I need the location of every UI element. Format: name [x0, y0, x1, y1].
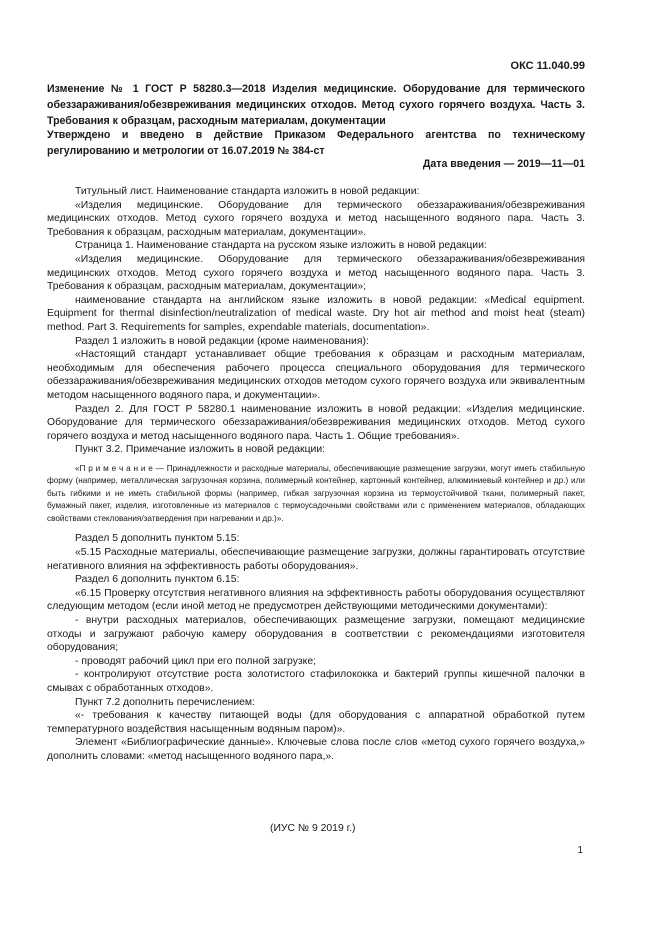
publication-reference: (ИУС № 9 2019 г.)	[270, 823, 356, 834]
paragraph: - проводят рабочий цикл при его полной загрузке;	[75, 655, 316, 667]
paragraph: «6.15 Проверку отсутствия негативного влияния на эффективность работы оборудования осуществляют следующим методом (если иной метод не предусмотрен действующими методическими документами):	[47, 587, 585, 613]
paragraph: Страница 1. Наименование стандарта на русском языке изложить в новой редакции:	[75, 240, 487, 252]
approval-statement: Утверждено и введено в действие Приказом Федерального агентства по техническому регулированию и метрологии от 16.07.2019 № 384-ст	[47, 129, 585, 157]
paragraph: Титульный лист. Наименование стандарта изложить в новой редакции:	[75, 186, 420, 197]
effective-date: Дата введения — 2019—11—01	[422, 158, 585, 170]
paragraph: «Настоящий стандарт устанавливает общие требования к образцам и расходным материалам, необходимым для обеспечения рабочего процесса специального оборудования для термического обеззараживания/обезвреживания медицинских отходов методом сухого горячего воздуха или эквивалентным методом насыщенного водяного пара, и документации».	[47, 349, 585, 401]
paragraph: «5.15 Расходные материалы, обеспечивающие размещение загрузки, должны гарантировать отсутствие негативного влияния на эффективность работы оборудования».	[47, 546, 585, 572]
paragraph: Раздел 2. Для ГОСТ Р 58280.1 наименование изложить в новой редакции: «Изделия медицинские. Оборудование для термического обеззараживания/обезвреживания медицинских отходов. Метод сухого горячего воздуха и метод насыщенного водяного пара. Часть 1. Общие требования».	[47, 403, 585, 442]
paragraph: «- требования к качеству питающей воды (для оборудования с аппаратной обработкой путем температурного воздействия насыщенным водяным паром)».	[47, 710, 585, 735]
paragraph: Пункт 7.2 дополнить перечислением:	[75, 696, 255, 708]
paragraph: «Изделия медицинские. Оборудование для термического обеззараживания/обезвреживания медицинских отходов. Метод сухого горячего воздуха и метод насыщенного водяного пара. Часть 3. Требования к образцам, расходным материалам, документации».	[47, 199, 585, 238]
amendment-title: Изменение № 1 ГОСТ Р 58280.3—2018 Изделия медицинские. Оборудование для термического обеззараживания/обезвреживания медицинских отходов. Метод сухого горячего воздуха. Часть 3. Требования к образцам, расходным материалам, документации	[47, 83, 585, 127]
document-body	[47, 185, 585, 763]
page-number: 1	[577, 845, 583, 856]
paragraph: - контролируют отсутствие роста золотистого стафилококка и бактерий группы кишечной палочки в смывах с обработанных отходов».	[47, 669, 585, 694]
paragraph: Раздел 6 дополнить пунктом 6.15:	[75, 574, 240, 586]
note-block: «П р и м е ч а н и е — Принадлежности и расходные материалы, обеспечивающие размещение загрузки, могут иметь стабильную форму (например, металлическая загрузочная корзина, полимерный контейнер, картонный контейнер, алюминиевый контейнер и др.) или быть гибкими и не иметь стабильной формы (например, гибкая загрузочная корзина из термоустойчивой ткани, полимерный пакет, бумажный пакет, изделия, изготовленные из материалов с термоусадочными свойствами или с применением материалов, обладающих свойствами стеклования/затвердения при нагревании и др.)».	[47, 463, 585, 523]
paragraph: Раздел 1 изложить в новой редакции (кроме наименования):	[75, 335, 369, 347]
paragraph: «Изделия медицинские. Оборудование для термического обеззараживания/обезвреживания медицинских отходов. Метод сухого горячего воздуха и метод насыщенного водяного пара. Часть 3. Требования к образцам, расходным материалам, документации»;	[47, 253, 585, 293]
paragraph: Пункт 3.2. Примечание изложить в новой редакции:	[75, 444, 326, 456]
paragraph: - внутри расходных материалов, обеспечивающих размещение загрузки, помещают медицинские отходы и загружают рабочую камеру оборудования в соответствии с рекомендациями изготовителя оборудования;	[47, 614, 585, 654]
paragraph: наименование стандарта на английском языке изложить в новой редакции: «Medical equipment. Equipment for thermal disinfection/neutralization of medical waste. Dry hot air method and moist heat (steam) method. Part 3. Requirements for samples, expendable materials, documentation».	[47, 294, 585, 333]
paragraph: Элемент «Библиографические данные». Ключевые слова после слов «метод сухого горячего воздуха,» дополнить словами: «метод насыщенного водяного пара,».	[47, 737, 585, 762]
paragraph: Раздел 5 дополнить пунктом 5.15:	[75, 533, 240, 545]
classification-code: ОКС 11.040.99	[510, 60, 585, 72]
